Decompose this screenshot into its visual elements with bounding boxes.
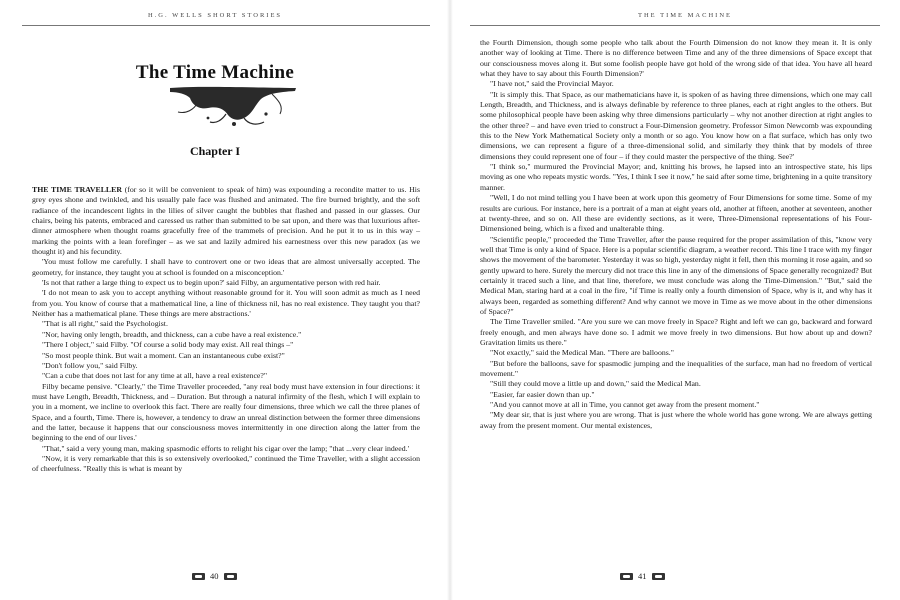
paragraph: "There I object," said Filby. "Of course a solid body may exist. All real things –" [42,340,294,350]
folio-ornament-icon [620,573,633,580]
page-number: 41 [638,571,647,581]
paragraph: "Don't follow you," said Filby. [42,360,138,370]
paragraph [32,185,420,257]
paragraph: "My dear sir, that is just where you are wrong. That is just where the whole world has gone wrong. We are always getting away from the present moment. Our mental existences, [480,410,872,430]
paragraph: The Time Traveller smiled. "Are you sure we can move freely in Space? Right and left we can go, backward and forward freely enough, and men always have done so. I admit we move freely in two dimensions. But how about up and down? Gravitation limits us there." [480,317,872,347]
paragraph: Filby became pensive. "Clearly," the Time Traveller proceeded, "any real body must have extension in four directions: it must have Length, Breadth, Thickness, and – Duration. But through a natural infirmity of the flesh, which I will explain to you in a moment, we incline to overlook this fact. There are really four dimensions, three which we call the three planes of Space, and a fourth, Time. There is, however, a tendency to draw an unreal distinction between the former three dimensions and the latter, because it happens that our consciousness moves intermittently in one direction along the latter from the beginning to the end of our lives.' [32,381,420,443]
chapter-heading: Chapter I [189,144,241,158]
running-head-left: H.G. WELLS SHORT STORIES [147,12,283,19]
paragraph: "I have not," said the Provincial Mayor. [490,79,614,89]
paragraph: "But before the balloons, save for spasmodic jumping and the inequalities of the surface, man had no freedom of vertical movement." [480,358,872,378]
paragraph: "Nor, having only length, breadth, and thickness, can a cube have a real existence." [42,329,302,339]
paragraph: "Easier, far easier down than up." [490,389,595,399]
paragraph: "And you cannot move at all in Time, you cannot get away from the present moment." [490,400,760,410]
folio-ornament-icon [224,573,237,580]
paragraph-text: (for so it will be convenient to speak of him) was expounding a recondite matter to us. His grey eyes shone and twinkled, and his usually pale face was flushed and animated. The fire burned brightly, and the soft radiance of the incandescent lights in the lilies of silver caught the bubbles that flashed and passed in our glasses. Our chairs, being his patents, embraced and caressed us rather than submitted to be sat upon, and there was that luxurious after-dinner atmosphere when thought roams gracefully free of the trammels of precision. And he put it to us in this way – marking the points with a lean forefinger – as we sat and lazily admired his earnestness over this new paradox (as we thought it) and his fecundity. [32,185,420,257]
folio-ornament-icon [652,573,665,580]
paragraph: "Well, I do not mind telling you I have been at work upon this geometry of Four Dimensions for some time. Some of my results are curious. For instance, here is a portrait of a man at eight years old, another at fifteen, another at seventeen, another at twenty-three, and so on. All these are evidently sections, as it were, Three-Dimensional representations of his Four-Dimensioned being, which is a fixed and unalterable thing. [480,193,872,234]
page-number-right [620,571,665,581]
paragraph: "Now, it is very remarkable that this is so extensively overlooked," continued the Time Traveller, with a slight accession of cheerfulness. "Really this is what is meant by [32,453,420,474]
paragraph: "That is all right," said the Psychologist. [42,319,168,329]
paragraph: "That," said a very young man, making spasmodic efforts to relight his cigar over the lamp; "that ...very clear indeed.' [42,443,409,453]
page-number-left [192,571,237,581]
page-number: 40 [210,571,219,581]
running-head-right: THE TIME MACHINE [638,12,732,19]
folio-ornament-icon [192,573,205,580]
paragraph: "So most people think. But wait a moment. Can an instantaneous cube exist?" [42,350,285,360]
title-ornament-icon [168,84,298,130]
right-page [450,0,900,600]
paragraph: the Fourth Dimension, though some people who talk about the Fourth Dimension do not know they mean it. It is only another way of looking at Time. There is no difference between Time and any of the three dimensions of Space except that our consciousness moves along it. But some foolish people have got hold of the wrong side of that idea. You have all heard what they have to say about this Fourth Dimension?' [480,38,872,79]
left-body-text [32,185,420,475]
paragraph: "Not exactly," said the Medical Man. "There are balloons." [490,348,674,358]
paragraph: 'Is not that rather a large thing to expect us to begin upon?' said Filby, an argumentative person with red hair. [42,278,381,288]
book-title: The Time Machine [135,62,295,83]
header-rule-left [22,25,430,26]
right-body-text [480,38,872,431]
paragraph: "I think so," murmured the Provincial Mayor; and, knitting his brows, he lapsed into an introspective state, his lips moving as one who repeats mystic words. "Yes, I think I see it now," he said after some time, brightening in a quite transitory manner. [480,162,872,192]
paragraph: "Still they could move a little up and down," said the Medical Man. [490,379,701,389]
header-rule-right [470,25,880,26]
paragraph: "Can a cube that does not last for any time at all, have a real existence?" [42,371,268,381]
paragraph: "It is simply this. That Space, as our mathematicians have it, is spoken of as having three dimensions, which one may call Length, Breadth, and Thickness, and is always definable by reference to three planes, each at right angles to the others. But some philosophical people have been asking why three dimensions particularly – why not another direction at right angles to the other three? – and have even tried to construct a Four-Dimension geometry. Professor Simon Newcomb was expounding this to the New York Mathematical Society only a month or so ago. You know how on a flat surface, which has only two dimensions, we can represent a figure of a three-dimensional solid, and similarly they think that by models of three dimensions they could represent one of four – if they could master the perspective of the thing. See?' [480,89,872,161]
paragraph: "Scientific people," proceeded the Time Traveller, after the pause required for the proper assimilation of this, "know very well that Time is only a kind of Space. Here is a popular scientific diagram, a weather record. This line I trace with my finger shows the movement of the barometer. Yesterday it was so high, yesterday night it fell, then this morning it rose again, and so gently upward to here. Surely the mercury did not trace this line in any of the dimensions of Space generally recognized? But certainly it traced such a line, and that line, therefore, we must conclude was along the Time-Dimension." "But," said the Medical Man, staring hard at a coal in the fire, "if Time is really only a fourth dimension of Space, why is it, and why has it always been, regarded as something different? And why cannot we move in Time as we move about in the other dimensions of Space?" [480,234,872,316]
lead-in: THE TIME TRAVELLER [32,185,122,194]
paragraph: 'You must follow me carefully. I shall have to controvert one or two ideas that are almost universally accepted. The geometry, for instance, they taught you at school is founded on a misconception.' [32,257,420,277]
paragraph: 'I do not mean to ask you to accept anything without reasonable ground for it. You will soon admit as much as I need from you. You know of course that a mathematical line, a line of thickness nil, has no real existence. They taught you that? Neither has a mathematical plane. These things are mere abstractions.' [32,288,420,319]
